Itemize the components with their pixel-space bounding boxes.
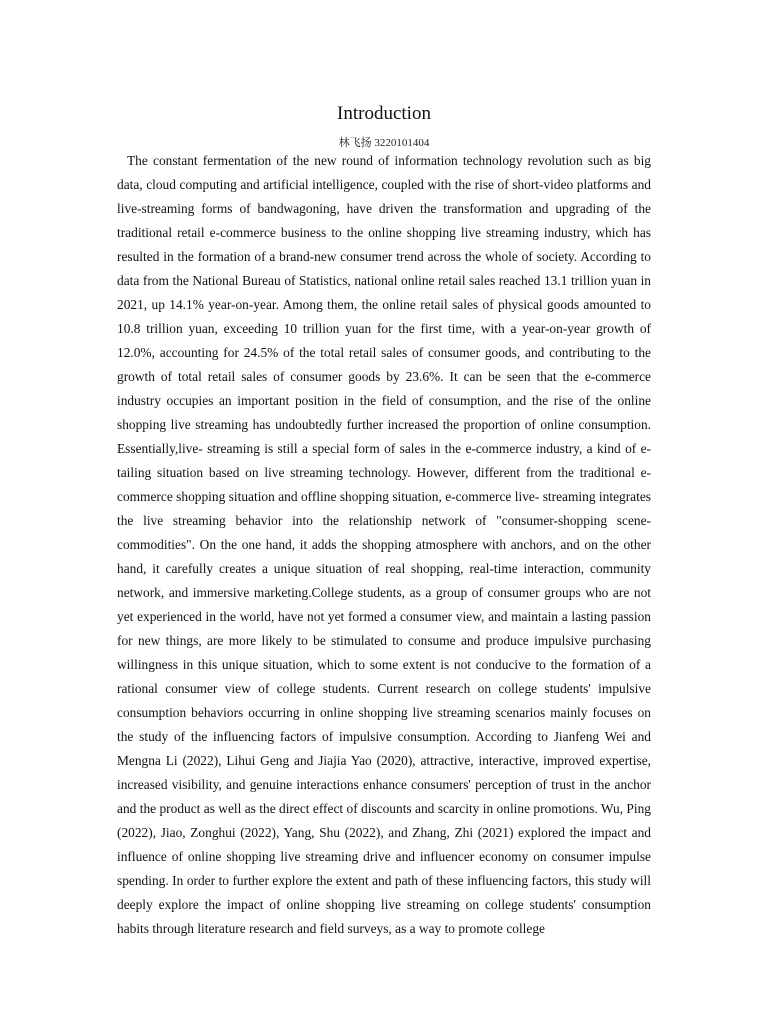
author-line: 林飞扬 3220101404 bbox=[338, 137, 430, 149]
page-title: Introduction bbox=[337, 103, 431, 124]
body-paragraph: The constant fermentation of the new round of information technology revolution such as big data, cloud computing and artificial intelligence, coupled with the rise of short-video platforms and live-streaming forms of bandwagoning, have driven the transformation and upgrading of the traditional retail e-commerce business to the online shopping live streaming industry, which has resulted in the formation of a brand-new consumer trend across the whole of society. According to data from the National Bureau of Statistics, national online retail sales reached 13.1 trillion yuan in 2021, up 14.1% year-on-year. Among them, the online retail sales of physical goods amounted to 10.8 trillion yuan, exceeding 10 trillion yuan for the first time, with a year-on-year growth of 12.0%, accounting for 24.5% of the total retail sales of consumer goods, and contributing to the growth of total retail sales of consumer goods by 23.6%. It can be seen that the e-commerce industry occupies an important position in the field of consumption, and the rise of the online shopping live streaming has undoubtedly further increased the proportion of online consumption. Essentially,live- streaming is still a special form of sales in the e-commerce industry, a kind of e-tailing situation based on live streaming technology. However, different from the traditional e-commerce shopping situation and offline shopping situation, e-commerce live- streaming integrates the live streaming behavior into the relationship network of "consumer-shopping scene-commodities". On the one hand, it adds the shopping atmosphere with anchors, and on the other hand, it carefully creates a unique situation of real shopping, real-time interaction, community network, and immersive marketing.College students, as a group of consumer groups who are not yet experienced in the world, have not yet formed a consumer view, and maintain a lasting passion for new things, are more likely to be stimulated to consume and produce impulsive purchasing willingness in this unique situation, which to some extent is not conducive to the formation of a rational consumer view of college students. Current research on college students' impulsive consumption behaviors occurring in online shopping live streaming scenarios mainly focuses on the study of the influencing factors of impulsive consumption. According to Jianfeng Wei and Mengna Li (2022), Lihui Geng and Jiajia Yao (2020), attractive, interactive, improved expertise, increased visibility, and genuine interactions enhance consumers' perception of trust in the anchor and the product as well as the direct effect of discounts and scarcity in online promotions. Wu, Ping (2022), Jiao, Zonghui (2022), Yang, Shu (2022), and Zhang, Zhi (2021) explored the impact and influence of online shopping live streaming drive and influencer economy on consumer impulse spending. In order to further explore the extent and path of these influencing factors, this study will deeply explore the impact of online shopping live streaming on college students' consumption habits through literature research and field surveys, as a way to promote college bbox=[117, 153, 651, 936]
